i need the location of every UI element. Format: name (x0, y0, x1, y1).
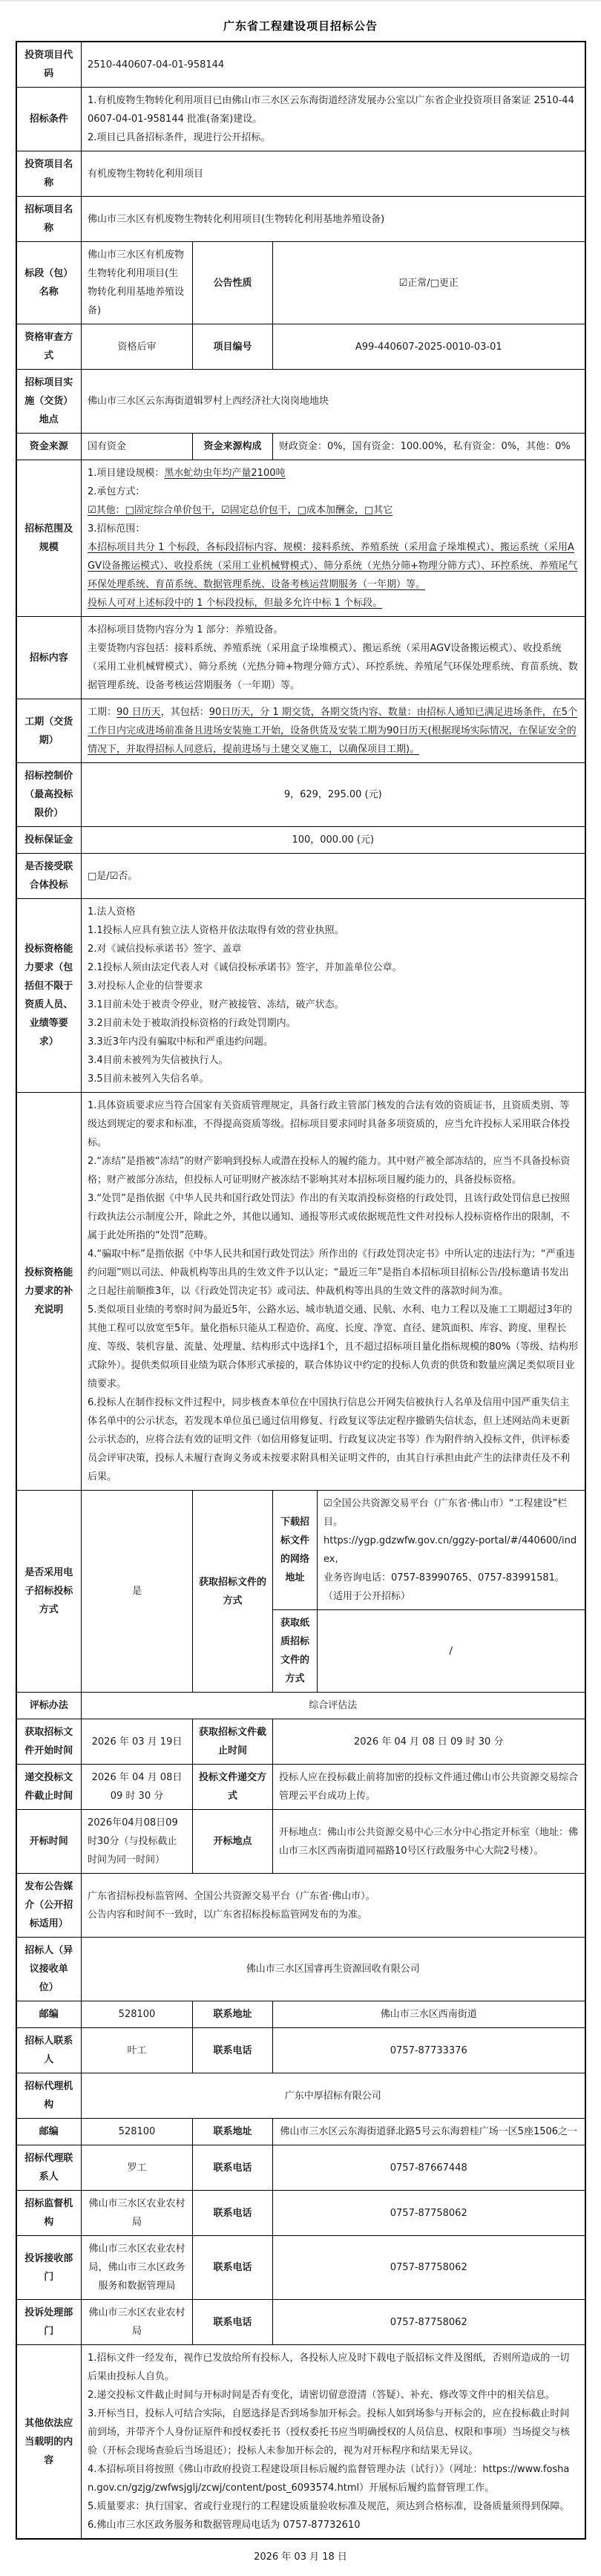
scope-scale-value: 1.项目建设规模：黑水虻幼虫年均产量2100吨 2.承包方式： ☑其他：□固定综合单价包干，☑固定总价包干，□成本加酬金，□其它 3.招标范围： 本招标项目共分 1 个标段，各标段招标内容、规模：接料系统、养殖系统（采用盒子垛堆模式）、搬运系统（采用AGV设备搬运模式）、收投系统（采用工业机械臂模式）、筛分系统（光热分筛+物理分筛方式）、环控系统、养殖尾气环保处理系统、育苗系统、数据管理系统、设备考核运营期服务（一年期）等。 投标人可对上述标段中的 1 个标段投标，但最多允许中标 1 个标段。 (82, 460, 585, 617)
row-scope-scale (16, 460, 585, 617)
complaint-handling-value: 佛山市三水区农业农村局 (82, 2300, 193, 2345)
tenderer-value: 佛山市三水区国睿再生资源回收有限公司 (82, 1938, 585, 2001)
supervision-agency-label: 招标监督机构 (16, 2191, 82, 2236)
complaint-handling-phone-value: 0757-87758062 (273, 2300, 585, 2345)
consortium-bid-label: 是否接受联合体投标 (16, 854, 82, 899)
fund-source-value: 国有资金 (82, 434, 193, 460)
electronic-bidding-download-address-value: ☑全国公共资源交易平台（广东省·佛山市）“工程建设”栏目。 https://ygp.gdzwfw.gov.cn/ggzy-portal/#/440600/index, 业务咨询电话：0757-83990765、0757-83991581。（适用于公开招标） (318, 1491, 585, 1610)
bid-conditions-label: 招标条件 (16, 88, 82, 151)
bid-bond-label: 投标保证金 (16, 827, 82, 854)
row-evaluation-method (16, 1693, 585, 1719)
row-construction-period (16, 699, 585, 763)
announcement-media-label: 发布公告媒介（公开招标适用） (16, 1874, 82, 1938)
electronic-bidding-download-address-label: 下载招标文件的网络地址 (273, 1491, 318, 1610)
section-name-notice-nature-label: 公告性质 (193, 242, 273, 324)
agency-contact-phone-label: 联系电话 (193, 2145, 273, 2191)
row-supervision-agency (16, 2191, 585, 2236)
row-bid-project-name (16, 197, 585, 242)
bid-content-value: 本招标项目货物内容分为 1 部分：养殖设备。 主要货物内容包括：接料系统、养殖系统（采用盒子垛堆模式）、搬运系统（采用AGV设备搬运模式）、收投系统（采用工业机械臂模式）、筛分系统（光热分筛+物理分筛方式）、环控系统、养殖尾气环保处理系统、育苗系统、数据管理系统、设备考核运营期服务（一年期）等。 (82, 617, 585, 699)
row-section-name (16, 242, 585, 324)
bid-opening-opening-place-label: 开标地点 (193, 1810, 273, 1874)
obtain-start-time-obtain-deadline-label: 获取招标文件截止时间 (193, 1719, 273, 1765)
row-tenderer-postcode (16, 2001, 585, 2028)
project-code-value: 2510-440607-04-01-958144 (82, 42, 585, 88)
row-announcement-media (16, 1874, 585, 1938)
agency-postcode-label: 邮编 (16, 2119, 82, 2145)
row-qualification-review (16, 324, 585, 370)
bid-bond-value: 100，000.00 (元) (82, 827, 585, 854)
qualification-review-value: 资格后审 (82, 324, 193, 370)
construction-period-value: 工期：90 日历天，其包括：90日历天，分 1 期交货，各期交货内容、数量：由招标人通知已满足进场条件，在5个工作日内完成进场前准备且进场安装施工开始，设备供货及安装工期为90日历天(根据现场实际情况，在保证安全的情况下，并取得招标人同意后，提前进场与土建交叉施工，以确保项目工期)。 (82, 699, 585, 763)
electronic-bidding-obtain-method-label: 获取招标文件的方式 (193, 1491, 273, 1693)
submission-deadline-submission-method-label: 投标文件递交方式 (193, 1765, 273, 1810)
agency-postcode-value: 528100 (82, 2119, 193, 2145)
row-bid-content (16, 617, 585, 699)
section-name-label: 标段（包）名称 (16, 242, 82, 324)
submission-deadline-submission-method-value: 投标人应在投标截止前将加密的投标文件通过佛山市公共资源交易综合管理云平台成功上传。 (273, 1765, 585, 1810)
row-control-price (16, 763, 585, 827)
row-bid-conditions (16, 88, 585, 151)
row-electronic-bidding (16, 1491, 585, 1610)
delivery-place-value: 佛山市三水区云东海街道辑罗村上西经济社大岗岗地地块 (82, 370, 585, 434)
obtain-start-time-label: 获取招标文件开始时间 (16, 1719, 82, 1765)
tenderer-contact-value: 叶工 (82, 2028, 193, 2073)
obtain-start-time-value: 2026 年 03 月 19日 (82, 1719, 193, 1765)
agency-label: 招标代理机构 (16, 2073, 82, 2119)
bid-project-name-label: 招标项目名称 (16, 197, 82, 242)
complaint-receiving-value: 佛山市三水区农业农村局，佛山市三水区政务服务和数据管理局 (82, 2236, 193, 2300)
announcement-media-value: 广东省招标投标监管网、全国公共资源交易平台（广东省·佛山市）。 公告内容和时间不一致时，以广东省招标投标监管网发布的为准。 (82, 1874, 585, 1938)
tenderer-contact-phone-label: 联系电话 (193, 2028, 273, 2073)
tenderer-postcode-contact-address-value: 佛山市三水区西南街道 (273, 2001, 585, 2028)
complaint-handling-phone-label: 联系电话 (193, 2300, 273, 2345)
bid-project-name-value: 佛山市三水区有机废物生物转化利用项目(生物转化利用基地养殖设备) (82, 197, 585, 242)
paper-document-paper-method-value: / (318, 1610, 585, 1693)
agency-contact-label: 招标代理联系人 (16, 2145, 82, 2191)
complaint-receiving-label: 投诉接收部门 (16, 2236, 82, 2300)
section-name-value: 佛山市三水区有机废物生物转化利用项目(生物转化利用基地养殖设备) (82, 242, 193, 324)
electronic-bidding-value: 是 (82, 1491, 193, 1693)
complaint-receiving-phone-label: 联系电话 (193, 2236, 273, 2300)
row-qualification-supplement (16, 1093, 585, 1491)
bid-announcement-table (16, 41, 586, 2540)
qualification-supplement-label: 投标资格能力要求的补充说明 (16, 1093, 82, 1491)
fund-source-label: 资金来源 (16, 434, 82, 460)
agency-postcode-contact-address-label: 联系地址 (193, 2119, 273, 2145)
bid-content-label: 招标内容 (16, 617, 82, 699)
row-complaint-receiving (16, 2236, 585, 2300)
complaint-handling-label: 投诉处理部门 (16, 2300, 82, 2345)
qualification-review-project-number-value: A99-440607-2025-0010-03-01 (273, 324, 585, 370)
fund-source-fund-composition-value: 财政资金：0%，国有资金：100.00%，私有资金：0%，其他：0% (273, 434, 585, 460)
agency-postcode-contact-address-value: 佛山市三水区云东海街道驿北路5号云东海碧桂广场一区5座1506之一 (273, 2119, 585, 2145)
fund-source-fund-composition-label: 资金来源构成 (193, 434, 273, 460)
row-agency-postcode (16, 2119, 585, 2145)
row-submission-deadline (16, 1765, 585, 1810)
delivery-place-label: 招标项目实施（交货）地点 (16, 370, 82, 434)
row-complaint-handling (16, 2300, 585, 2345)
row-agency (16, 2073, 585, 2119)
supervision-agency-phone-value: 0757-87758062 (273, 2191, 585, 2236)
row-tenderer-contact (16, 2028, 585, 2073)
row-consortium-bid (16, 854, 585, 899)
consortium-bid-value: □是/☑否。 (82, 854, 585, 899)
bid-opening-label: 开标时间 (16, 1810, 82, 1874)
complaint-receiving-phone-value: 0757-87758062 (273, 2236, 585, 2300)
construction-period-label: 工期（交货期） (16, 699, 82, 763)
electronic-bidding-label: 是否采用电子招标投标方式 (16, 1491, 82, 1693)
row-bid-opening (16, 1810, 585, 1874)
qualification-supplement-value: 1.具体资质要求应当符合国家有关资质管理规定，具备行政主管部门核发的合法有效的资质证书，且资质类别、等级达到规定的要求和标准，不得提高资质等级。招标项目要求同时具备多项资质的，应当允许投标人采用联合体投标。 2.“冻结”是指被“冻结”的财产影响到投标人或潜在投标人的履约能力。其中财产被全部冻结的，应当不具备投标资格；财产被部分冻结，但投标人可证明财产被冻结不影响其对本招标项目履约能力的，具备投标资格。 3.“处罚”是指依据《中华人民共和国行政处罚法》作出的有关取消投标资格的行政处罚，且该行政处罚信息已按照行政执法公示制度公开，除此之外，其他以通知、通报等形式或依据规范性文件对投标人投标资格作出的限制，不属于此处所指的“处罚”范畴。 4.“骗取中标”是指依据《中华人民共和国行政处罚法》所作出的《行政处罚决定书》中所认定的违法行为；“严重违约问题”则以司法、仲裁机构等出具的生效文件予以认定；“最近三年”是指自本招标项目招标公告/投标邀请书发出之日起往前顺推3年，以《行政处罚决定书》或司法、仲裁机构等出具的生效文件的落款时间为准。 5.类似项目业绩的考察时间为最近5年，公路水运、城市轨道交通、民航、水利、电力工程以及施工工期超过3年的其他工程可以放宽至5年。量化指标只能从工程造价、高度、长度、净宽、直径、建筑面积、库容、跨度、里程长度、等级、装机容量、流量、处理量、结构形式中选择1个，且不超过招标项目量化指标规模的80%（等级、结构形式除外）。提供类似项目业绩为联合体形式承接的，联合体协议中约定的投标人负责的供货和数量应满足类似项目业绩要求。 6.投标人在制作投标文件过程中，同步核查本单位在中国执行信息公开网失信被执行人名单及信用中国严重失信主体名单中的公示状态，若发现本单位虽已通过信用修复、行政复议等法定程序撤销失信状态，但上述网站尚未更新公示状态的，应将合法有效的证明文件（如信用修复证明、行政复议决定书等）作为附件纳入投标文件，供评标委员会评审决策，投标人未履行查询义务或未按要求附具相关证明文件的，由其自行承担由此产生的法律责任及不利后果。 (82, 1093, 585, 1491)
obtain-start-time-obtain-deadline-value: 2026 年 04 月 08 日 09 时 30 分 (273, 1719, 585, 1765)
submission-deadline-value: 2026 年 04 月 08日 09 时 30 分 (82, 1765, 193, 1810)
control-price-label: 招标控制价（最高投标限价） (16, 763, 82, 827)
invest-project-name-value: 有机废物生物转化利用项目 (82, 151, 585, 197)
bid-conditions-value: 1.有机废物生物转化利用项目已由佛山市三水区云东海街道经济发展办公室以广东省企业投资项目备案证 2510-440607-04-01-958144 批准(备案)建设。 2.项目已具备招标条件，现进行公开招标。 (82, 88, 585, 151)
row-qualification-requirements (16, 899, 585, 1093)
agency-contact-phone-value: 0757-87667448 (273, 2145, 585, 2191)
row-agency-contact (16, 2145, 585, 2191)
paper-document-paper-method-label: 获取纸质招标文件的方式 (273, 1610, 318, 1693)
agency-value: 广东中厚招标有限公司 (82, 2073, 585, 2119)
row-project-code (16, 42, 585, 88)
tenderer-contact-phone-value: 0757-87733376 (273, 2028, 585, 2073)
other-content-label: 其他依法应当载明的内容 (16, 2345, 82, 2540)
other-content-value: 1.招标文件一经发布，视作已发放给所有投标人，各投标人应及时下载电子版招标文件及图纸，否则所造成的一切后果由投标人自负。 2.递交投标文件截止时间与开标时间是否有变化，请密切留意澄清（答疑）、补充、修改等文件中的相关信息。 3.开标当日，投标人可结合实际，自愿选择是否到场参加开标会。投标人如到场参与开标会的，应在投标截止时间前到场，并带齐个人身份证原件和授权委托书（授权委托书应当明确授权的人员信息、权限和事项）当场提交与核验（开标会现场查验后当场退还）；投标人未参加开标会的，视为对开标程序和结果无异议。 4.本招标项目将按照《佛山市政府投资工程建设项目标后履约监督管理办法（试行）》（网址：https://www.foshan.gov.cn/gzjg/zwfwsjglj/zcwj/content/post_6093574.html）开展标后履约监督管理工作。 5.质量要求：执行国家、省或行业现行的工程建设质量验收标准及规范，须达到合格标准，设备质量须得到保障。 6.佛山市三水区政务服务和数据管理局电话为 0757-87732610 (82, 2345, 585, 2540)
qualification-review-project-number-label: 项目编号 (193, 324, 273, 370)
agency-contact-value: 罗工 (82, 2145, 193, 2191)
control-price-value: 9，629，295.00 (元) (82, 763, 585, 827)
page-title: 广东省工程建设项目招标公告 (223, 19, 378, 33)
section-name-notice-nature-value: ☑正常/□更正 (273, 242, 585, 324)
tenderer-contact-label: 招标人联系人 (16, 2028, 82, 2073)
invest-project-name-label: 投资项目名称 (16, 151, 82, 197)
evaluation-method-label: 评标办法 (16, 1693, 82, 1719)
supervision-agency-value: 佛山市三水区农业农村局 (82, 2191, 193, 2236)
row-invest-project-name (16, 151, 585, 197)
row-delivery-place (16, 370, 585, 434)
bid-opening-opening-place-value: 开标地点：佛山市公共资源交易中心三水分中心指定开标室（地址：佛山市三水区西南街道同福路10号区行政服务中心大院2号楼）。 (273, 1810, 585, 1874)
evaluation-method-value: 综合评估法 (82, 1693, 585, 1719)
row-tenderer (16, 1938, 585, 2001)
project-code-label: 投资项目代码 (16, 42, 82, 88)
tenderer-postcode-contact-address-label: 联系地址 (193, 2001, 273, 2028)
scope-scale-label: 招标范围及规模 (16, 460, 82, 617)
submission-deadline-label: 递交投标文件截止时间 (16, 1765, 82, 1810)
row-obtain-start-time (16, 1719, 585, 1765)
tenderer-label: 招标人（异议接收单位） (16, 1938, 82, 2001)
bid-opening-value: 2026年04月08日09时30分（与投标截止时间为同一时间） (82, 1810, 193, 1874)
row-fund-source (16, 434, 585, 460)
announcement-page (0, 1, 601, 2576)
row-bid-bond (16, 827, 585, 854)
tenderer-postcode-label: 邮编 (16, 2001, 82, 2028)
announcement-date: 2026 年 03 月 18 日 (254, 2552, 347, 2563)
supervision-agency-phone-label: 联系电话 (193, 2191, 273, 2236)
qualification-requirements-label: 投标资格能力要求（包括但不限于资质人员、业绩等要求） (16, 899, 82, 1093)
bid-table-body (16, 42, 585, 2539)
tenderer-postcode-value: 528100 (82, 2001, 193, 2028)
qualification-requirements-value: 1.法人资格 1.1投标人应具有独立法人资格并依法取得有效的营业执照。 2.对《诚信投标承诺书》签字、盖章 2.1投标人须由法定代表人对《诚信投标承诺书》签字，并加盖单位公章。 3.对投标人企业的信誉要求 3.1目前未处于被责令停业，财产被接管、冻结，破产状态。 3.2目前未处于被取消投标资格的行政处罚期内。 3.3近3年内没有骗取中标和严重违约问题。 3.4目前未被列为失信被执行人。 3.5目前未被列入失信名单。 (82, 899, 585, 1093)
row-other-content (16, 2345, 585, 2540)
qualification-review-label: 资格审查方式 (16, 324, 82, 370)
